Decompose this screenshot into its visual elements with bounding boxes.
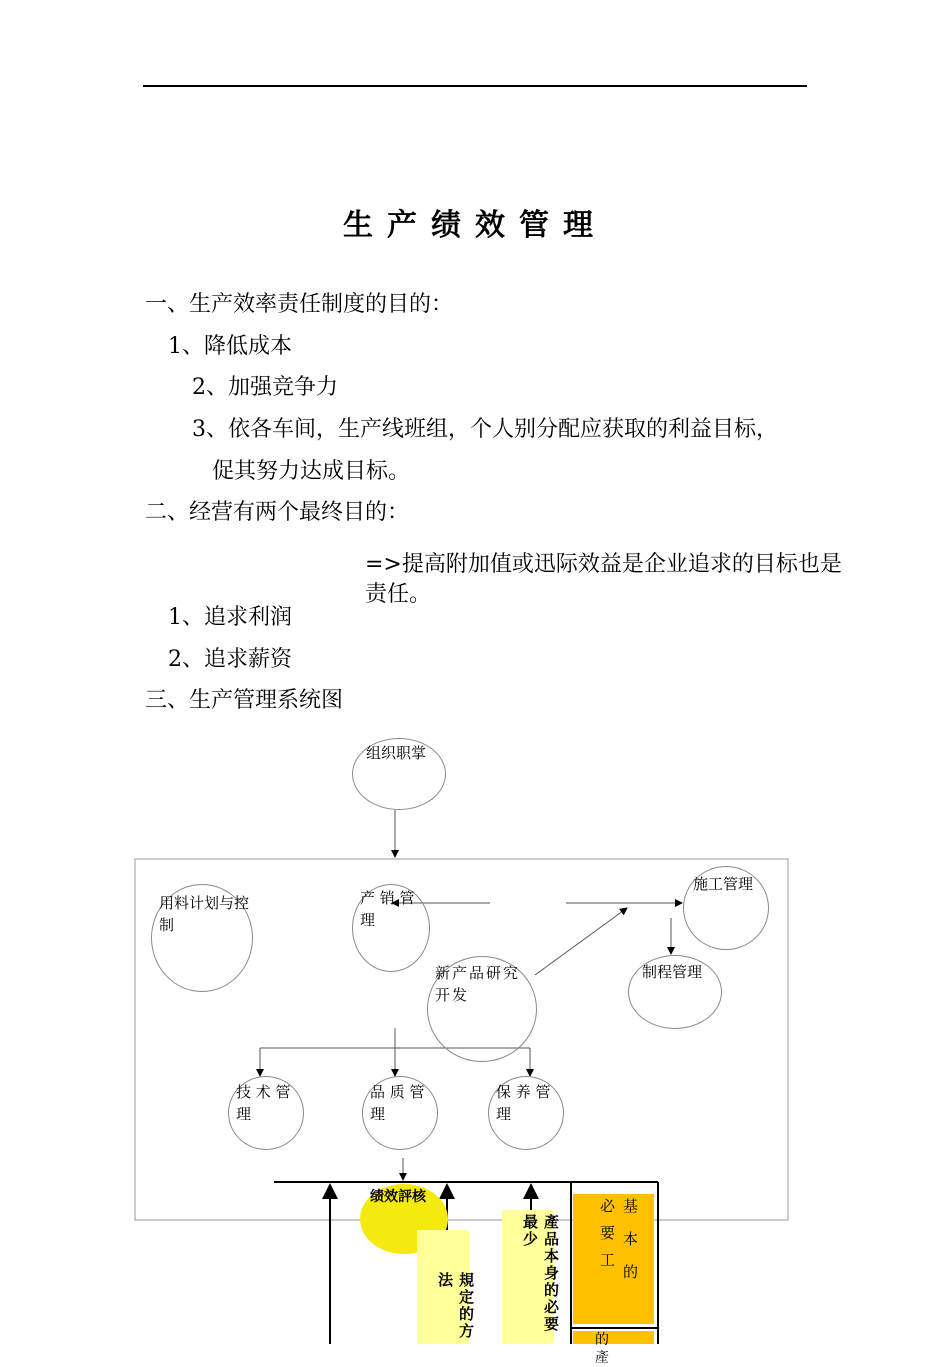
box-basic-col2: 基本的 xyxy=(621,1198,639,1297)
box-bottom xyxy=(573,1331,654,1366)
node-maintenance-label: 保 养 管 理 xyxy=(496,1083,551,1123)
node-construction-label: 施工管理 xyxy=(693,875,754,893)
box-bottom-label: 的 產 xyxy=(595,1332,619,1366)
section1-item1: 1、降低成本 xyxy=(168,334,292,359)
node-process-label: 制程管理 xyxy=(642,963,703,981)
section1-item3: 3、依各车间，生产线班组，个人别分配应获取的利益目标， xyxy=(192,417,778,442)
section2-item1: 1、追求利润 xyxy=(168,605,292,630)
node-material-label: 用料计划与控制 xyxy=(159,894,250,934)
node-perf-label: 绩效評核 xyxy=(370,1189,426,1205)
node-org-label: 组织职掌 xyxy=(366,744,427,762)
node-quality-label: 品 质 管 理 xyxy=(370,1083,425,1123)
section1-item2: 2、加强竞争力 xyxy=(192,375,338,400)
arrow-newproduct-diag xyxy=(535,908,627,975)
box-basic-col1: 必要工 xyxy=(598,1198,616,1279)
node-prodsales-label: 产 销 管 理 xyxy=(360,889,415,929)
section3-heading: 三、生产管理系统图 xyxy=(145,688,344,713)
section2-item2: 2、追求薪资 xyxy=(168,647,292,672)
node-newproduct-label: 新产品研究开发 xyxy=(435,964,521,1004)
section2-heading: 二、经营有两个最终目的： xyxy=(145,500,410,525)
page-title: 生产绩效管理 xyxy=(343,208,607,243)
section1-item3-cont: 促其努力达成目标。 xyxy=(212,459,411,484)
section1-heading: 一、生产效率责任制度的目的： xyxy=(145,292,454,317)
section2-note: =>提高附加值或迅际效益是企业追求的目标也是责任。 xyxy=(365,552,842,607)
node-tech-label: 技 术 管 理 xyxy=(236,1083,291,1123)
bar-method-label: 規定的方法 xyxy=(436,1272,475,1340)
bar-product-label: 產品本身的必要最少 xyxy=(521,1214,560,1333)
